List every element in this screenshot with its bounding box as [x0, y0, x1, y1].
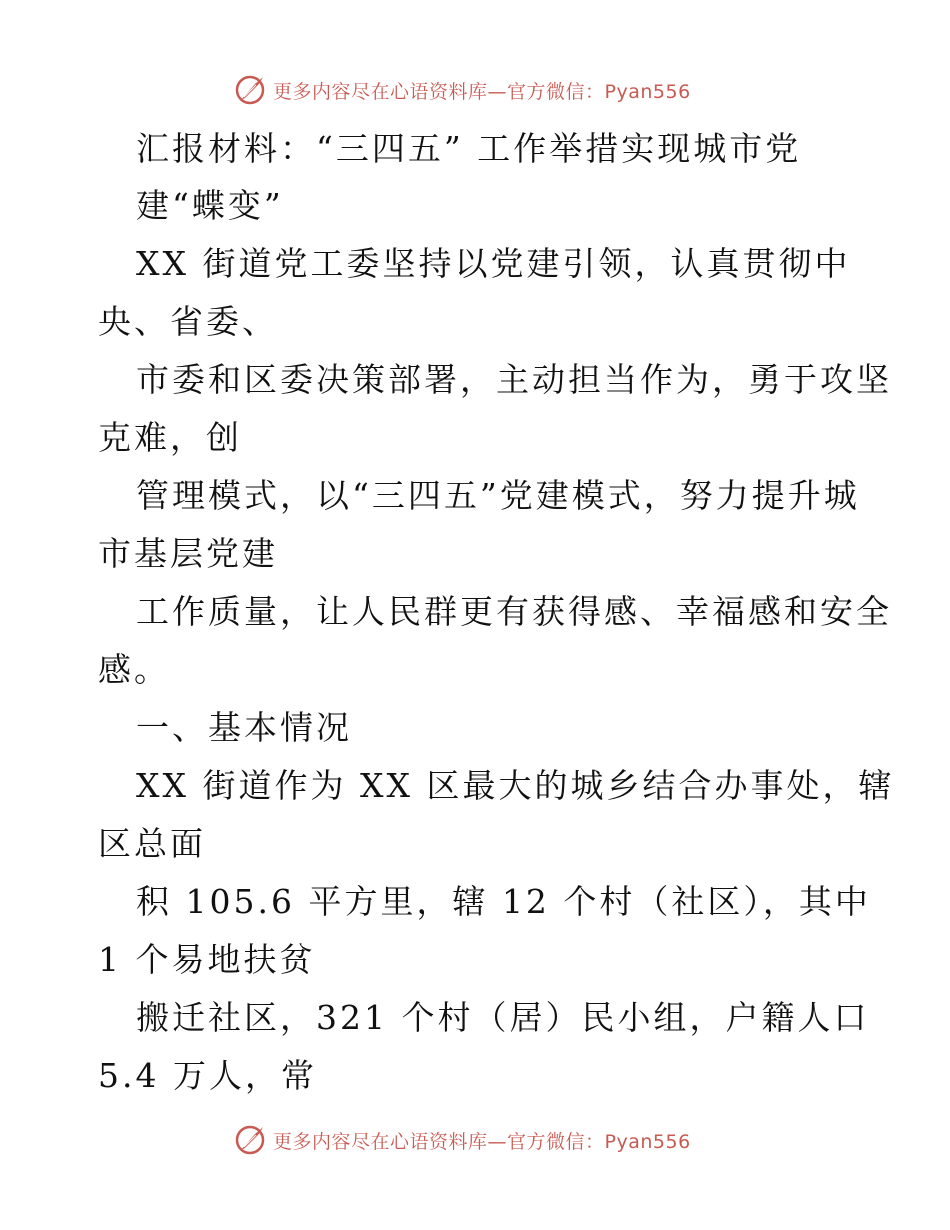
- doc-line: XX 街道作为 XX 区最大的城乡结合办事处，辖: [136, 766, 895, 805]
- doc-line: 市委和区委决策部署，主动担当作为，勇于攻坚: [136, 360, 892, 399]
- doc-line: 积 105.6 平方里，辖 12 个村（社区），其中: [136, 882, 871, 921]
- doc-line: 克难，创: [98, 418, 242, 457]
- doc-line: 管理模式，以“三四五”党建模式，努力提升城: [136, 476, 860, 515]
- doc-line: 央、省委、: [98, 302, 278, 341]
- feather-pen-circle-icon: [233, 73, 267, 107]
- doc-line: 5.4 万人，常: [98, 1056, 317, 1095]
- doc-line: 区总面: [98, 824, 206, 863]
- watermark-text: 更多内容尽在心语资料库—官方微信：Pyan556: [273, 80, 691, 103]
- watermark-text: 更多内容尽在心语资料库—官方微信：Pyan556: [273, 1130, 691, 1153]
- doc-line: XX 街道党工委坚持以党建引领，认真贯彻中: [136, 244, 851, 283]
- doc-title-line-2: 建“蝶变”: [136, 186, 284, 225]
- section-heading: 一、基本情况: [136, 708, 352, 747]
- doc-title-line-1: 汇报材料：“三四五” 工作举措实现城市党: [136, 129, 802, 168]
- doc-line: 搬迁社区，321 个村（居）民小组，户籍人口: [136, 998, 870, 1037]
- doc-line: 1 个易地扶贫: [98, 940, 316, 979]
- doc-line: 市基层党建: [98, 534, 278, 573]
- doc-line: 工作质量，让人民群更有获得感、幸福感和安全: [136, 592, 892, 631]
- feather-pen-circle-icon: [233, 1123, 267, 1157]
- watermark-banner-bottom: [233, 1122, 691, 1158]
- watermark-banner-top: [233, 72, 691, 108]
- doc-line: 感。: [98, 650, 170, 689]
